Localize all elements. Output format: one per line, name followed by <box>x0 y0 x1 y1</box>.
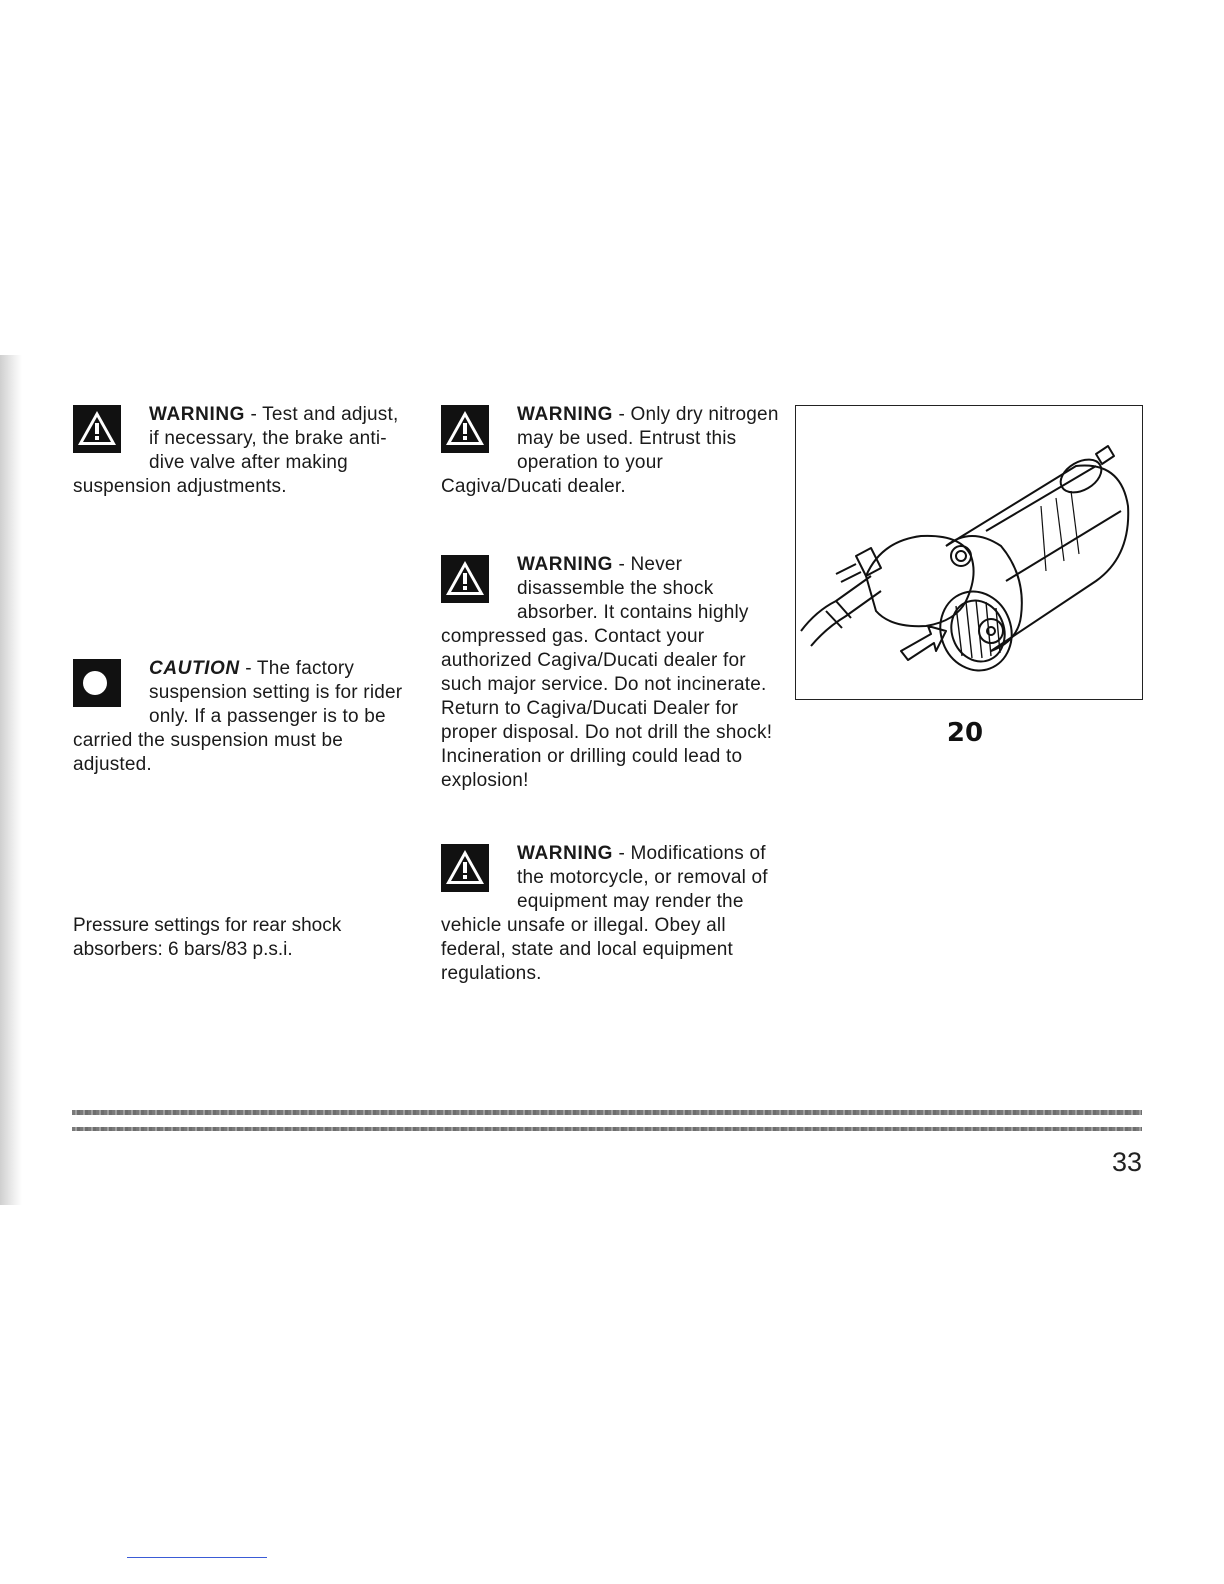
pressure-settings-text: Pressure settings for rear shock absorbers: 6 bars/83 p.s.i. <box>73 915 342 960</box>
caution-circle-icon <box>73 659 121 707</box>
warning-never-disassemble <box>441 553 781 793</box>
warning-triangle-icon <box>441 555 489 603</box>
caution-text: - The factory suspension setting is for rider only. If a passenger is to be carried the suspension must be adjusted. <box>73 658 403 775</box>
warning-brake-antidive <box>73 403 413 499</box>
warning-triangle-icon <box>441 405 489 453</box>
caution-suspension <box>73 657 413 777</box>
bottom-line-artifact <box>127 1557 267 1558</box>
warning-lead: WARNING <box>517 554 614 575</box>
caution-lead: CAUTION <box>149 658 240 679</box>
warning-lead: WARNING <box>517 843 614 864</box>
warning-text: - Test and adjust, if necessary, the brake anti-dive valve after making suspension adjustments. <box>73 404 399 497</box>
figure-number: 20 <box>946 718 984 748</box>
page-edge-shadow <box>0 355 22 1205</box>
warning-lead: WARNING <box>149 404 246 425</box>
footer-rule-top <box>72 1110 1142 1115</box>
shock-absorber-illustration <box>796 406 1141 698</box>
warning-text: - Never disassemble the shock absorber. It contains highly compressed gas. Contact your authorized Cagiva/Ducati dealer for such major service. Do not incinerate. Return to Cagiva/Ducati Dealer for proper disposal. Do not drill the shock! Incineration or drilling could lead to explosion! <box>441 554 773 791</box>
warning-triangle-icon <box>73 405 121 453</box>
shock-absorber-figure <box>795 405 1143 700</box>
warning-modifications <box>441 842 781 986</box>
warning-triangle-icon <box>441 844 489 892</box>
warning-dry-nitrogen <box>441 403 781 499</box>
warning-text: - Modifications of the motorcycle, or removal of equipment may render the vehicle unsafe or illegal. Obey all federal, state and local equipment regulations. <box>441 843 768 984</box>
footer-rule-bottom <box>72 1127 1142 1131</box>
warning-text: - Only dry nitrogen may be used. Entrust this operation to your Cagiva/Ducati dealer. <box>441 404 779 497</box>
page-number: 33 <box>1111 1147 1142 1177</box>
warning-lead: WARNING <box>517 404 614 425</box>
